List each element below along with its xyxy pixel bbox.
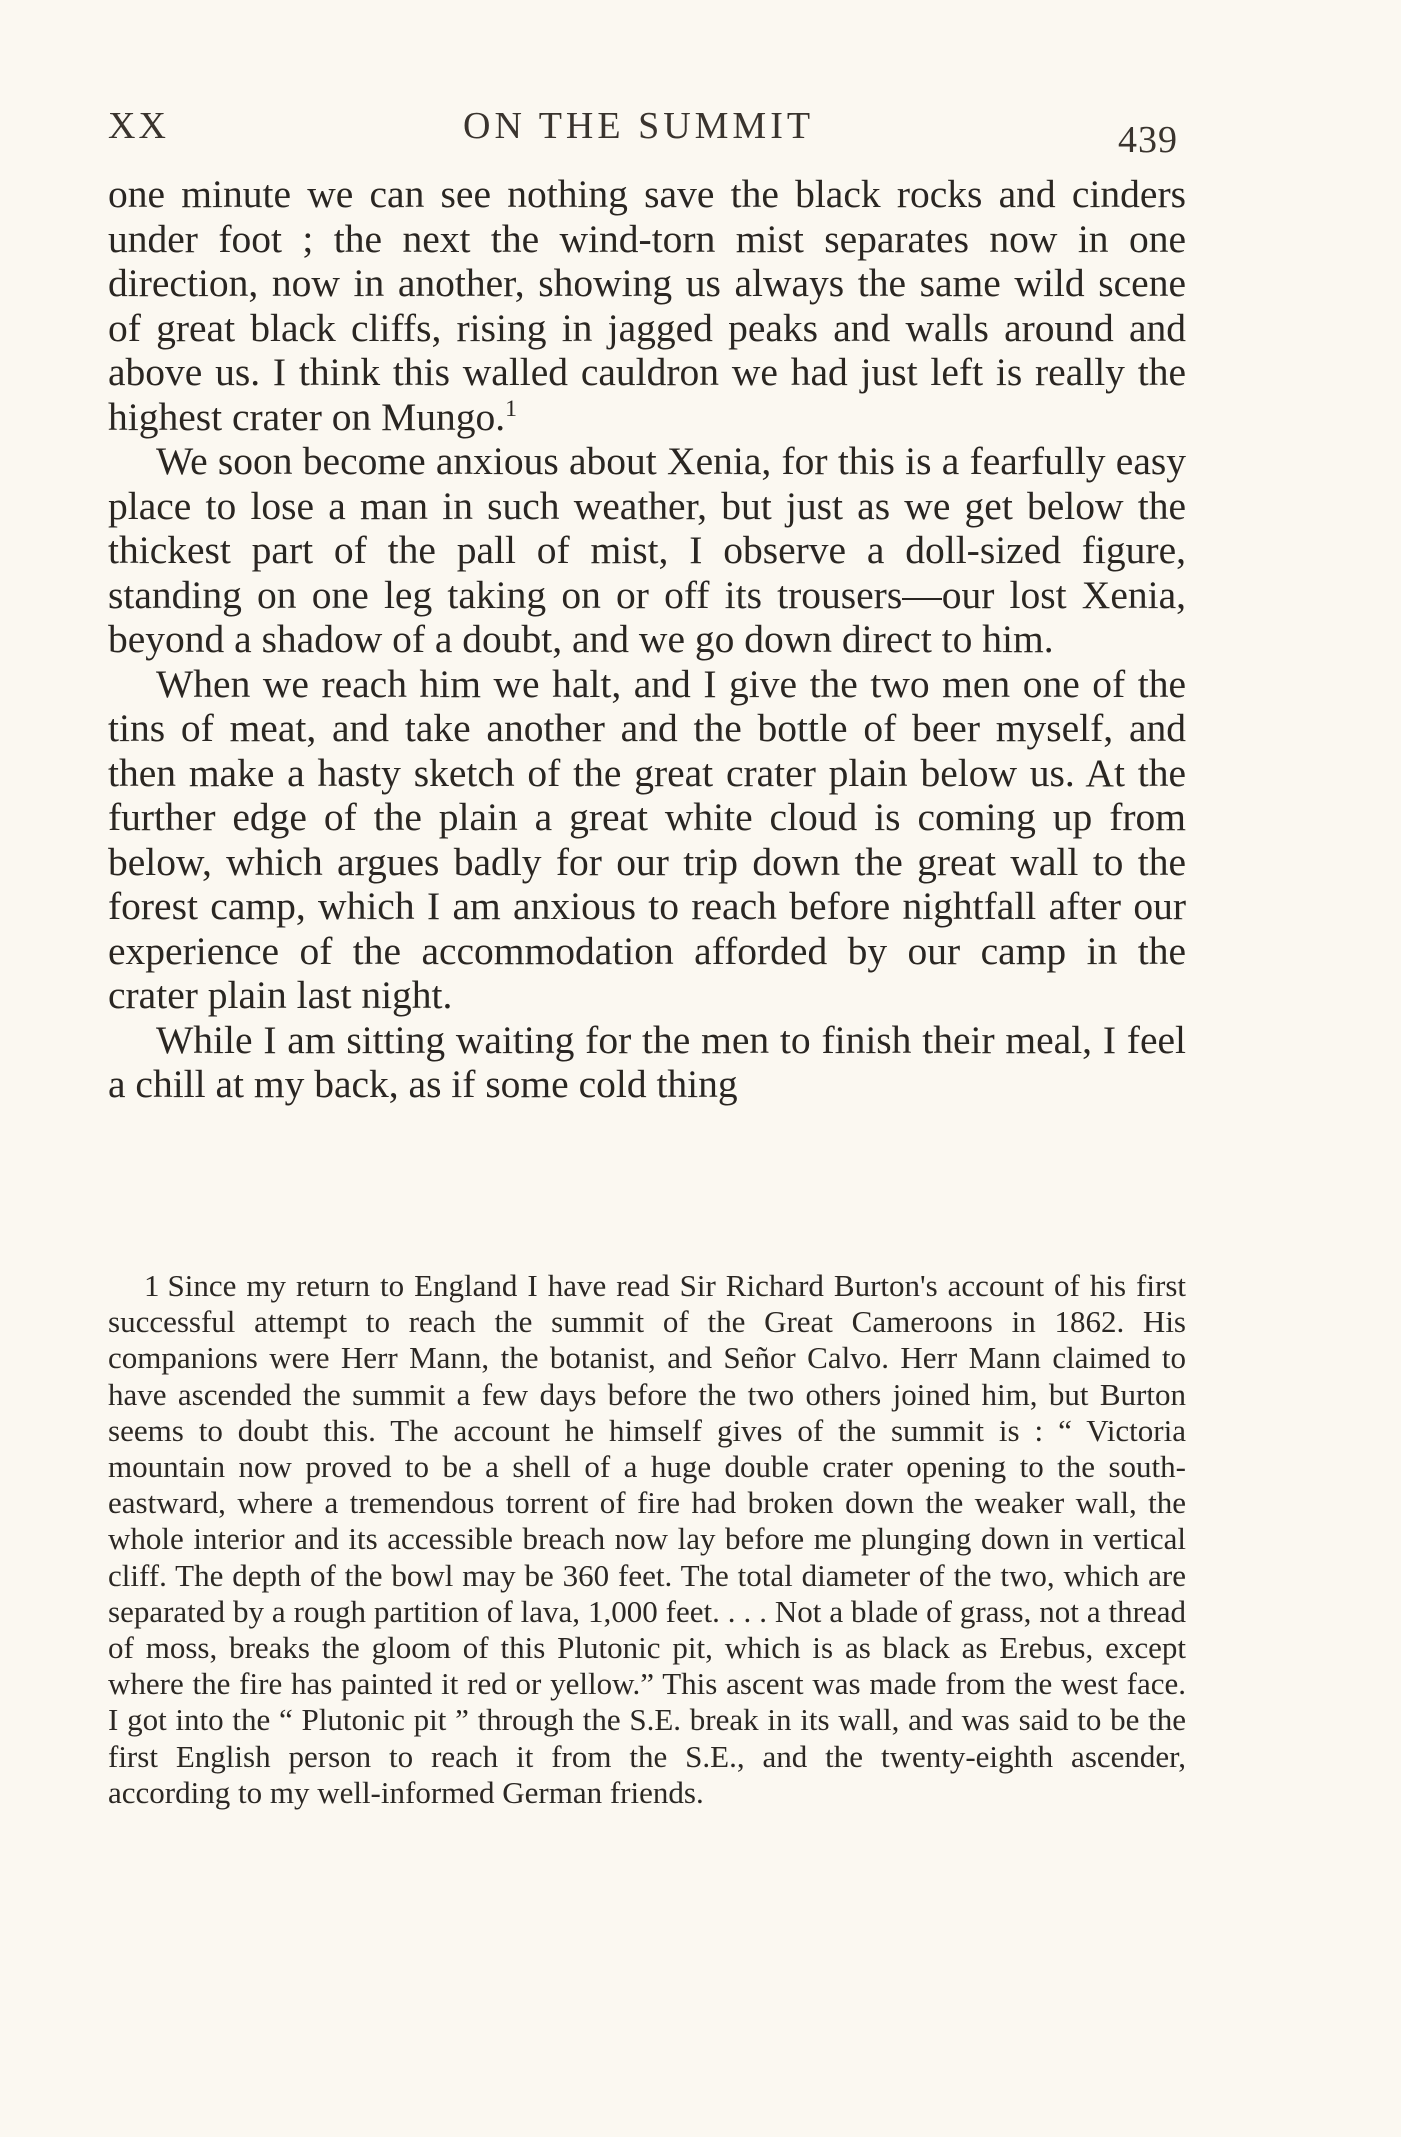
running-header: [108, 100, 1178, 160]
paragraph-1: [108, 172, 1186, 439]
footnote-marker: 1: [144, 1268, 160, 1303]
paragraph-2: We soon become anxious about Xenia, for this is a fearfully easy place to lose a man in such weather, but just as we get below the thickest part of the pall of mist, I observe a doll-sized figure, standing on one leg taking on or off its trousers—our lost Xenia, beyond a shadow of a doubt, and we go down direct to him.: [108, 439, 1186, 661]
page-number: 439: [1118, 119, 1178, 161]
footnote-text: Since my return to England I have read Sir Richard Burton's account of his first successful attempt to reach the summit of the Great Cameroons in 1862. His companions were Herr Mann, the botanist, and Señor Calvo. Herr Mann claimed to have ascended the summit a few days before the two others joined him, but Burton seems to doubt this. The account he himself gives of the summit is : “ Victoria mountain now proved to be a shell of a huge double crater opening to the south-eastward, where a tremendous torrent of fire had broken down the weaker wall, the whole interior and its accessible breach now lay before me plunging down in vertical cliff. The depth of the bowl may be 360 feet. The total diameter of the two, which are separated by a rough partition of lava, 1,000 feet. . . . Not a blade of grass, not a thread of moss, breaks the gloom of this Plutonic pit, which is as black as Erebus, except where the fire has painted it red or yellow.” This ascent was made from the west face. I got into the “ Plutonic pit ” through the S.E. break in its wall, and was said to be the first English person to reach it from the S.E., and the twenty-eighth ascender, according to my well-informed German friends.: [108, 1268, 1186, 1810]
paragraph-4: While I am sitting waiting for the men to finish their meal, I feel a chill at my back, as if some cold thing: [108, 1017, 1186, 1106]
chapter-number: XX: [108, 105, 169, 147]
running-title: ON THE SUMMIT: [463, 105, 815, 147]
footnote-reference[interactable]: 1: [505, 395, 517, 422]
paragraph-1-text: one minute we can see nothing save the black rocks and cinders under foot ; the next the wind-torn mist separates now in one direction, now in another, showing us always the same wild scene of great black cliffs, rising in jagged peaks and walls around and above us. I think this walled cauldron we had just left is really the highest crater on Mungo.: [108, 172, 1186, 439]
main-text: [108, 172, 1186, 1107]
paragraph-3: When we reach him we halt, and I give the two men one of the tins of meat, and take another and the bottle of beer myself, and then make a hasty sketch of the great crater plain below us. At the further edge of the plain a great white cloud is coming up from below, which argues badly for our trip down the great wall to the forest camp, which I am anxious to reach before nightfall after our experience of the accommodation afforded by our camp in the crater plain last night.: [108, 661, 1186, 1017]
footnote-section: [108, 1268, 1186, 1811]
footnote-1: [108, 1268, 1186, 1811]
